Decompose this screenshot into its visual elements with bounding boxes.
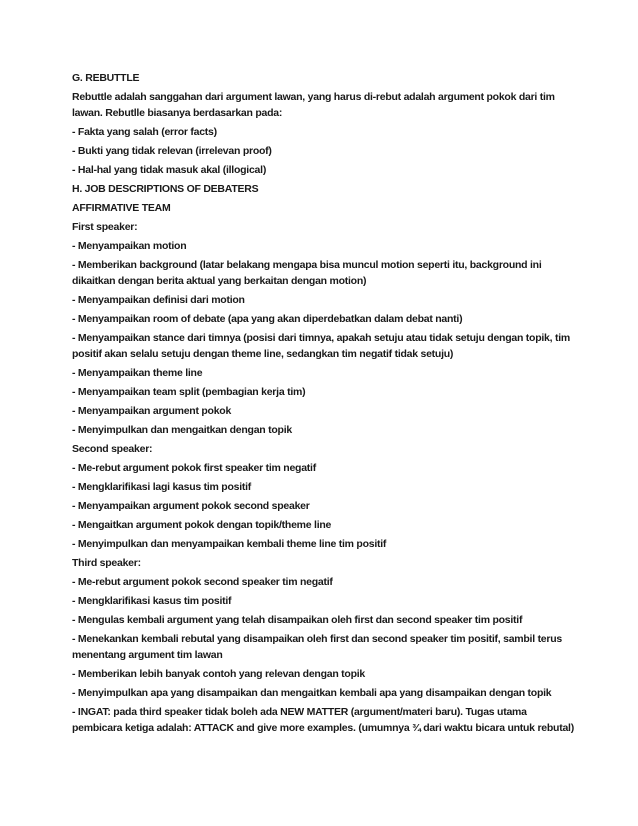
bullet-item: - INGAT: pada third speaker tidak boleh ada NEW MATTER (argument/materi baru). Tugas utama pembicara ketiga adalah: ATTACK and give more examples. (umumnya ¾ dari waktu bicara untuk rebutal) [72, 706, 574, 734]
bullet-item: - Mengulas kembali argument yang telah disampaikan oleh first dan second speaker tim positif [72, 614, 523, 626]
speaker-heading: Second speaker: [72, 443, 153, 455]
bullet-item: - Me-rebut argument pokok second speaker tim negatif [72, 576, 333, 588]
bullet-item: - Mengklarifikasi lagi kasus tim positif [72, 481, 252, 493]
bullet-item: - Menyimpulkan dan mengaitkan dengan topik [72, 424, 292, 436]
bullet-item: - Memberikan lebih banyak contoh yang relevan dengan topik [72, 668, 365, 680]
bullet-item: - Menyampaikan team split (pembagian kerja tim) [72, 386, 306, 398]
bullet-item: - Menyampaikan stance dari timnya (posisi dari timnya, apakah setuju atau tidak setuju dengan topik, tim positif akan selalu setuju dengan theme line, sedangkan tim negatif tidak setuju) [72, 332, 570, 360]
bullet-item: - Mengklarifikasi kasus tim positif [72, 595, 232, 607]
bullet-item: - Hal-hal yang tidak masuk akal (illogical) [72, 164, 267, 176]
section-heading-job-descriptions: H. JOB DESCRIPTIONS OF DEBATERS [72, 183, 259, 195]
bullet-item: - Fakta yang salah (error facts) [72, 126, 217, 138]
bullet-item: - Menyampaikan argument pokok second speaker [72, 500, 310, 512]
bullet-item: - Menyampaikan argument pokok [72, 405, 232, 417]
bullet-item: - Menekankan kembali rebutal yang disampaikan oleh first dan second speaker tim positif, sambil terus menentang argument tim lawan [72, 633, 562, 661]
bullet-item: - Menyampaikan motion [72, 240, 187, 252]
speaker-heading: Third speaker: [72, 557, 141, 569]
section-heading-rebuttle: G. REBUTTLE [72, 72, 140, 84]
bullet-item: - Mengaitkan argument pokok dengan topik/theme line [72, 519, 332, 531]
bullet-item: - Memberikan background (latar belakang mengapa bisa muncul motion seperti itu, background ini dikaitkan dengan berita aktual yang berkaitan dengan motion) [72, 259, 542, 287]
bullet-item: - Menyimpulkan apa yang disampaikan dan mengaitkan kembali apa yang disampaikan dengan topik [72, 687, 552, 699]
speaker-heading: First speaker: [72, 221, 138, 233]
bullet-item: - Menyimpulkan dan menyampaikan kembali theme line tim positif [72, 538, 387, 550]
team-heading: AFFIRMATIVE TEAM [72, 202, 171, 214]
bullet-item: - Menyampaikan theme line [72, 367, 203, 379]
bullet-item: - Me-rebut argument pokok first speaker tim negatif [72, 462, 316, 474]
rebuttle-definition: Rebuttle adalah sanggahan dari argument lawan, yang harus di-rebut adalah argument pokok dari tim lawan. Rebutlle biasanya berdasarkan pada: [72, 91, 555, 119]
bullet-item: - Menyampaikan definisi dari motion [72, 294, 245, 306]
bullet-item: - Bukti yang tidak relevan (irrelevan proof) [72, 145, 272, 157]
bullet-item: - Menyampaikan room of debate (apa yang akan diperdebatkan dalam debat nanti) [72, 313, 463, 325]
